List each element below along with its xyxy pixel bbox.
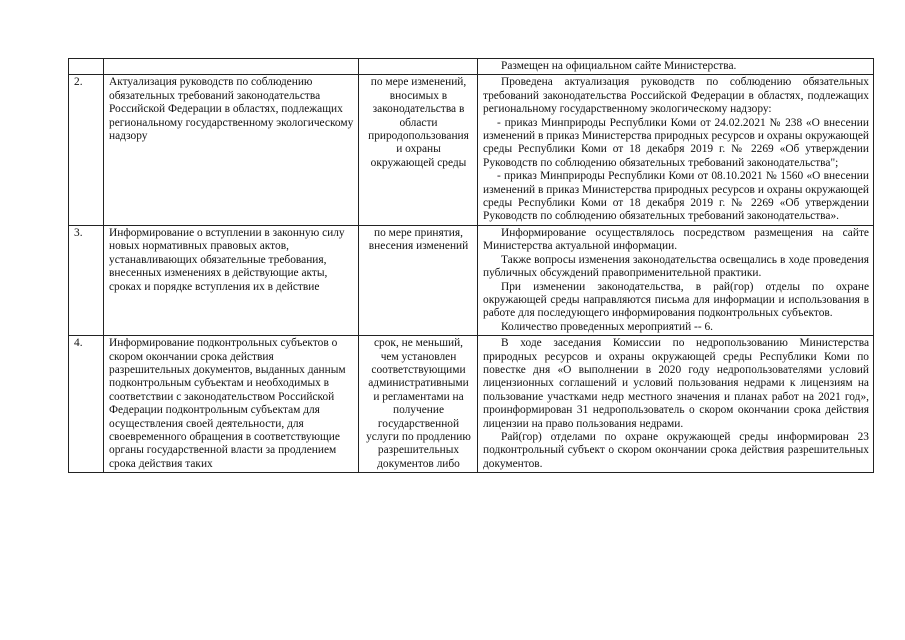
table-row	[69, 225, 874, 335]
result-paragraph: Также вопросы изменения законодательства освещались в ходе проведения публичных обсуждений правоприменительной практики.	[483, 253, 869, 280]
table-row	[69, 336, 874, 473]
result-list-item: - приказ Минприроды Республики Коми от 08.10.2021 № 1560 «О внесении изменений в приказ Министерства природных ресурсов и охраны окружающей среды Республики Коми от 18 декабря 2019 г. № 2269 «Об утверждении Руководств по соблюдению обязательных требований законодательства».	[483, 170, 869, 223]
result-cell	[478, 225, 874, 335]
activity-cell: Актуализация руководств по соблюдению обязательных требований законодательства Российской Федерации в областях, подлежащих региональному государственному экологическому надзору	[104, 75, 359, 225]
activity-cell	[104, 59, 359, 75]
result-paragraph: Рай(гор) отделами по охране окружающей среды информирован 23 подконтрольный субъект о скором окончании срока действия разрешительных документов.	[483, 430, 869, 470]
row-number	[69, 59, 104, 75]
result-paragraph: Информирование осуществлялось посредством размещения на сайте Министерства актуальной информации.	[483, 226, 869, 253]
result-paragraph: Размещен на официальном сайте Министерства.	[501, 60, 737, 72]
term-cell: срок, не меньший, чем установлен соответствующими административными и регламентами на получение государственной услуги по продлению разрешительных документов либо	[359, 336, 478, 473]
row-number: 4.	[69, 336, 104, 473]
row-number: 3.	[69, 225, 104, 335]
result-paragraph: В ходе заседания Комиссии по недропользованию Министерства природных ресурсов и охраны окружающей среды Республики Коми по повестке дня «О выполнении в 2020 году недропользователями условий лицензионных соглашений и условий пользования недрами к лицензиям на пользование участками недр местного значения и планах работ на 2021 год», проинформирован 31 недропользователь о скором окончании срока действия лицензии на право пользования недрами.	[483, 337, 869, 430]
result-paragraph: При изменении законодательства, в рай(гор) отделы по охране окружающей среды направляются письма для информации и использования в работе для последующего информирования подконтрольных субъектов.	[483, 280, 869, 320]
result-cell	[478, 59, 874, 75]
table-row	[69, 59, 874, 75]
result-paragraph: Проведена актуализация руководств по соблюдению обязательных требований законодательства Российской Федерации в областях, подлежащих региональному государственному экологическому надзору:	[483, 76, 869, 116]
term-cell: по мере принятия, внесения изменений	[359, 225, 478, 335]
result-cell	[478, 336, 874, 473]
result-paragraph: Количество проведенных мероприятий -- 6.	[501, 320, 714, 333]
term-cell	[359, 59, 478, 75]
activities-table	[68, 58, 874, 473]
result-list-item: - приказ Минприроды Республики Коми от 24.02.2021 № 238 «О внесении изменений в приказ Министерства природных ресурсов и охраны окружающей среды Республики Коми от 18 декабря 2019 г. № 2269 «Об утверждении Руководств по соблюдению обязательных требований законодательства";	[483, 116, 869, 169]
term-cell: по мере изменений, вносимых в законодательства в области природопользования и охраны окружающей среды	[359, 75, 478, 225]
result-cell	[478, 75, 874, 225]
table-row	[69, 75, 874, 225]
row-number: 2.	[69, 75, 104, 225]
activity-cell: Информирование подконтрольных субъектов о скором окончании срока действия разрешительных документов, выданных данным подконтрольным субъектам и необходимых в соответствии с законодательством Российской Федерации подконтрольным субъектам для осуществления своей деятельности, для своевременного обращения в соответствующие органы государственной власти за продлением срока действия таких	[104, 336, 359, 473]
activity-cell: Информирование о вступлении в законную силу новых нормативных правовых актов, устанавливающих обязательные требования, внесенных изменениях в действующие акты, сроках и порядке вступления их в действие	[104, 225, 359, 335]
